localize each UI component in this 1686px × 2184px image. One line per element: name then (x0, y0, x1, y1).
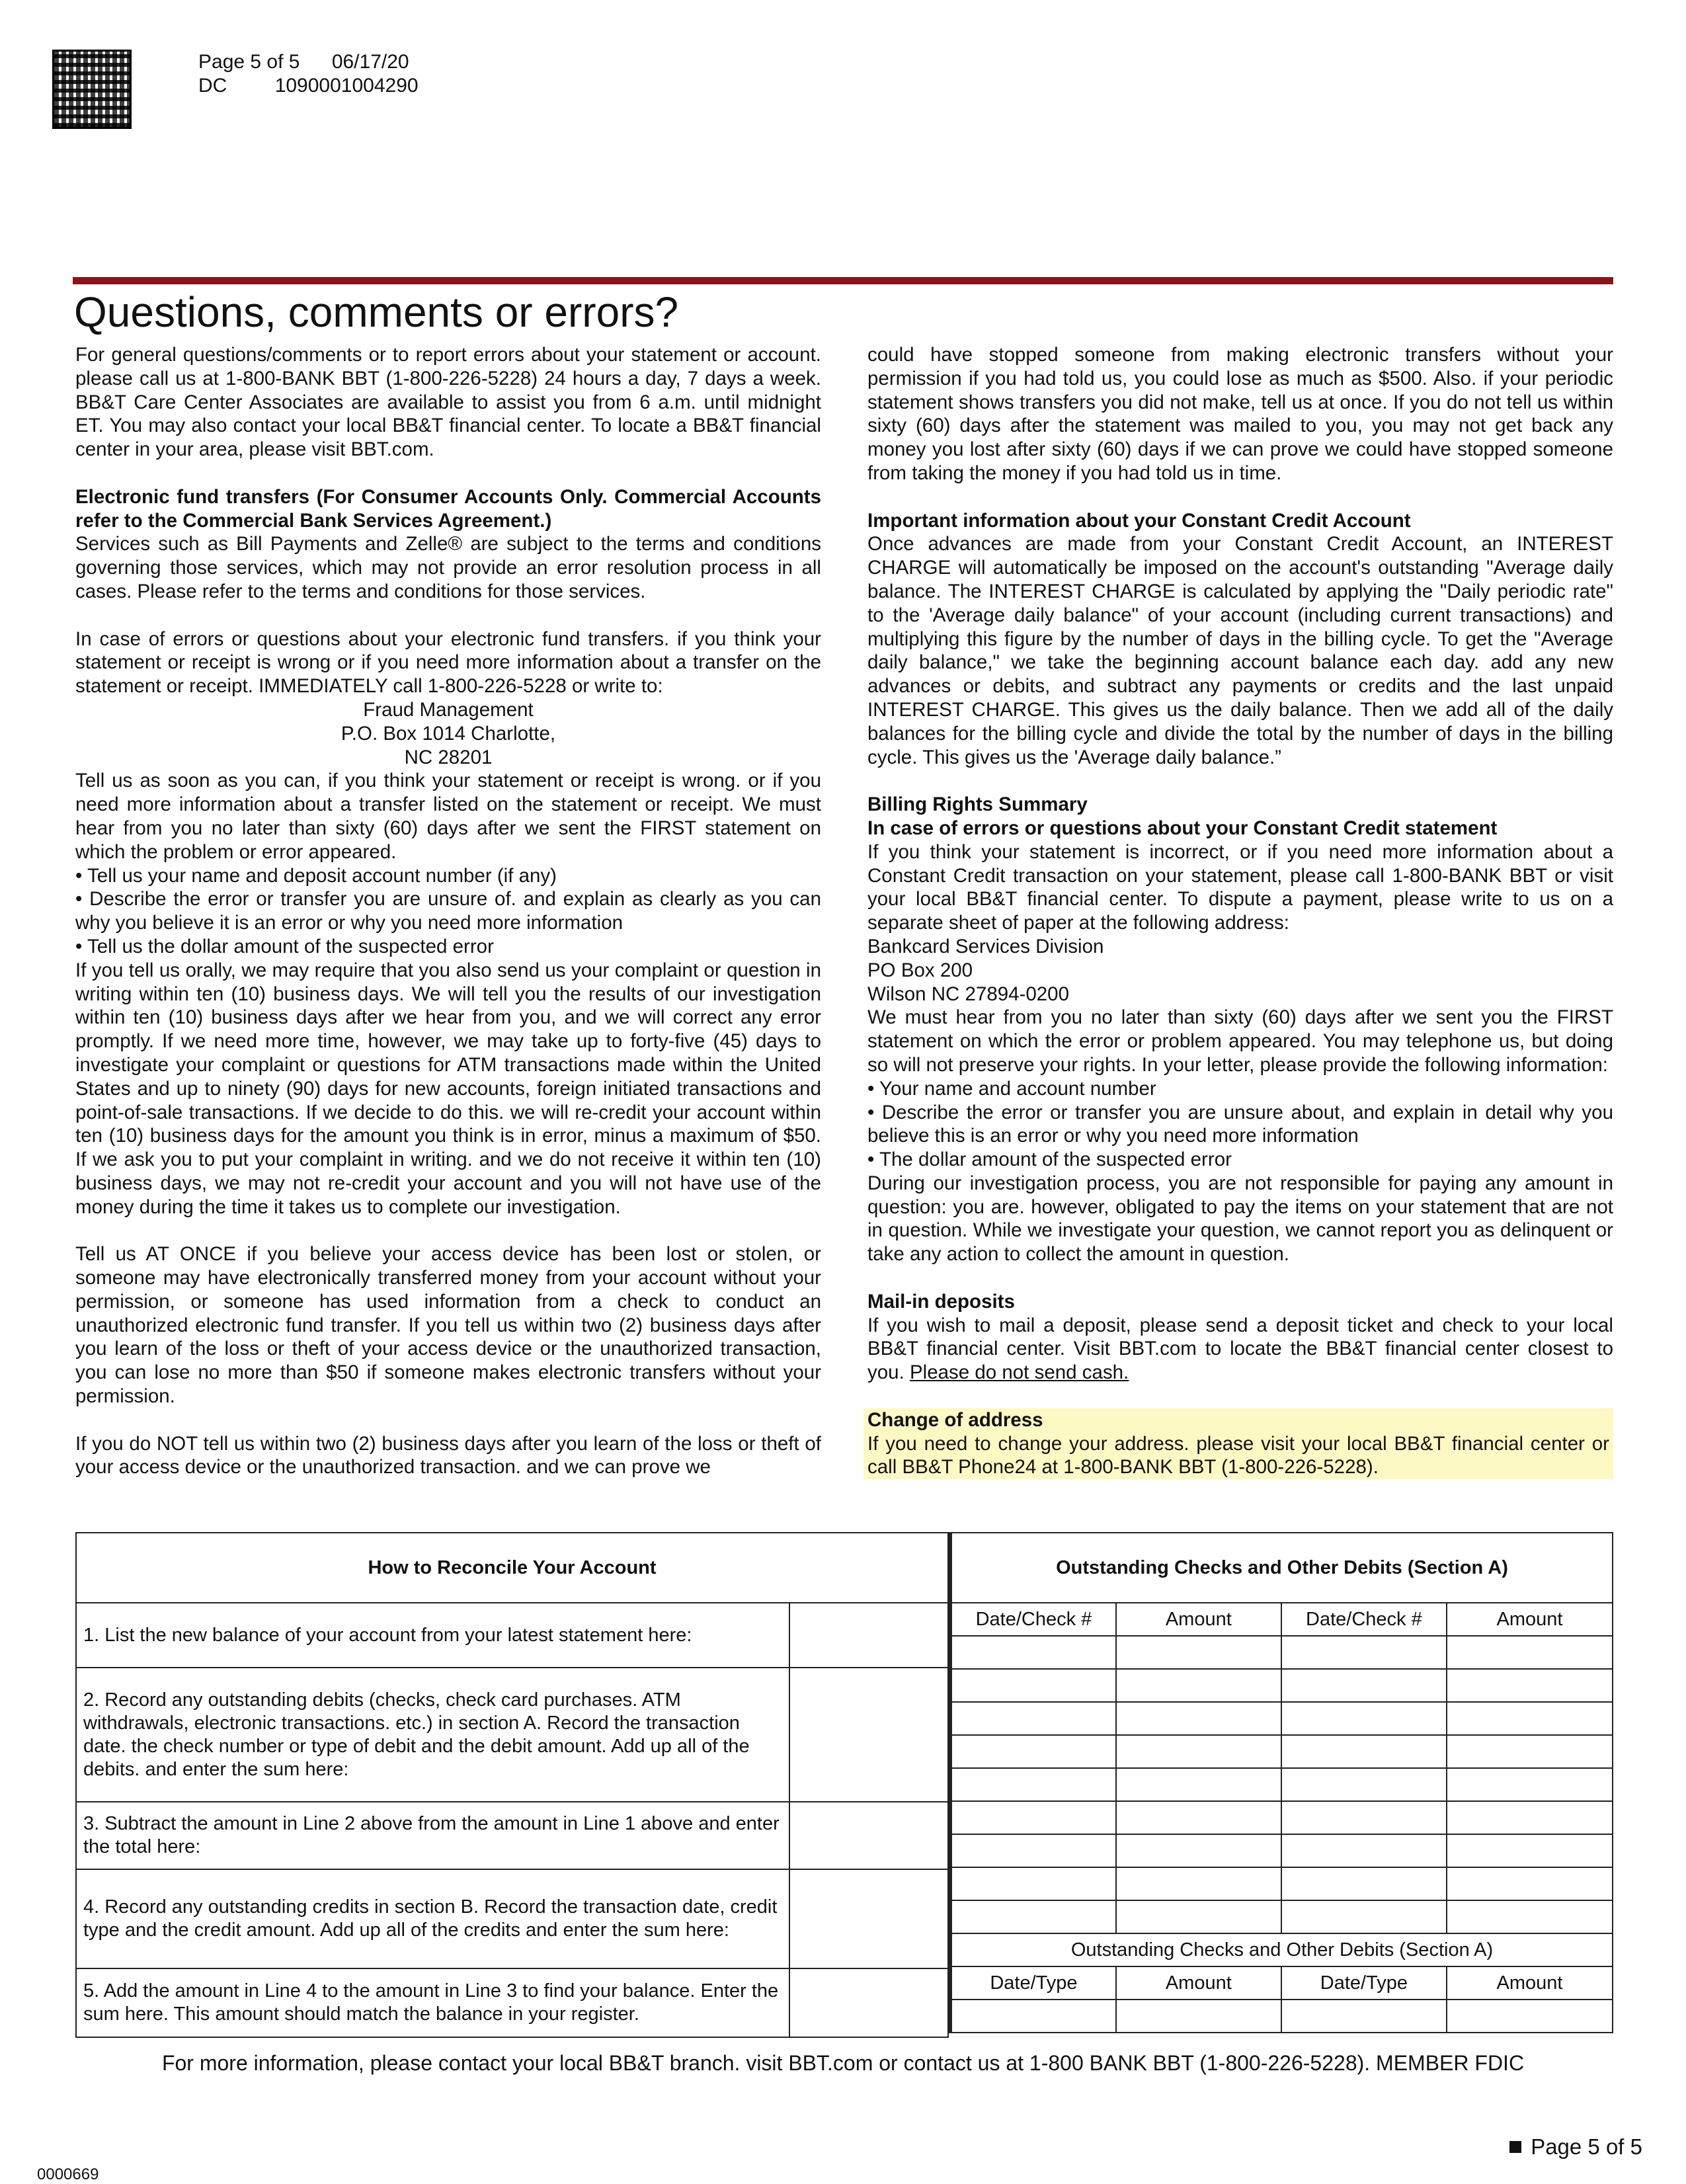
square-bullet-icon (1509, 2141, 1521, 2153)
stopped-someone-text: could have stopped someone from making electronic transfers without your permission if you had told us, you could lose as much as $500. Also. if your periodic statement shows transfers you did not make, tell us at once. If you do not tell us within sixty (60) days after the statement was mailed to you, you may not get back any money you lost after sixty (60) days if we can prove we could have stopped someone from taking the money if you had told us in time. (867, 344, 1613, 484)
lost-device-text: Tell us AT ONCE if you believe your access device has been lost or stolen, or someone may have electronically transferred money from your account without your permission, or someone has used information from a check to conduct an unauthorized electronic fund transfer. If you tell us within two (2) business days after you learn of the loss or theft of your access device or the unauthorized transaction, you can lose no more than $50 if someone makes electronic transfers without your permission. (75, 1243, 821, 1408)
step-1-entry[interactable] (789, 1603, 948, 1668)
constant-credit-text: Once advances are made from your Constant Credit Account, an INTEREST CHARGE will automatically be imposed on the account's outstanding "Average daily balance. The INTEREST CHARGE is calculated by applying the "Daily periodic rate" to the 'Average daily balance" of your account (including current transactions) and multiplying this figure by the number of days in the billing cycle. To get the "Average daily balance," we take the beginning account balance each day. add any new advances or debits, and subtract any payments or credits and the last unpaid INTEREST CHARGE. This gives us the daily balance. Then we add all of the daily balances for the billing cycle and divide the total by the number of days in the billing cycle. This gives us the 'Average daily balance.” (867, 533, 1613, 768)
section-b-columns (951, 1966, 1613, 2000)
page-title: Questions, comments or errors? (74, 288, 679, 336)
table-row[interactable] (951, 1735, 1613, 1768)
header-number: 1090001004290 (274, 75, 419, 97)
header-line-1 (198, 50, 409, 74)
table-row[interactable] (951, 1669, 1613, 1702)
reconcile-step-1: 1. List the new balance of your account from your latest statement here: (76, 1603, 789, 1668)
reconcile-step-2: 2. Record any outstanding debits (checks, check card purchases. ATM withdrawals, electronic transactions. etc.) in section A. Record the transaction date. the check number or type of debit and the debit amount. Add up all of the debits. and enter the sum here: (76, 1668, 789, 1802)
col-amount-3: Amount (1116, 1966, 1281, 2000)
right-column (867, 343, 1613, 1479)
table-row[interactable] (951, 1867, 1613, 1900)
table-row[interactable] (951, 1702, 1613, 1735)
header-code: DC (198, 75, 227, 97)
eft-heading: Electronic fund transfers (For Consumer Accounts Only. Commercial Accounts refer to the Commercial Bank Services Agreement.) (75, 485, 821, 532)
reconcile-header: How to Reconcile Your Account (76, 1533, 948, 1603)
footer-text: For more information, please contact your local BB&T branch. visit BBT.com or contact us at 1-800 BANK BBT (1-800-226-5228). MEMBER FDIC (161, 2051, 1525, 2075)
change-of-address-text: If you need to change your address. please visit your local BB&T financial center or call BB&T Phone24 at 1-800-BANK BBT (1-800-226-5228). (867, 1432, 1609, 1478)
tell-us-text: Tell us as soon as you can, if you think your statement or receipt is wrong. or if you need more information about a transfer listed on the statement or receipt. We must hear from you no later than sixty (60) days after we sent the FIRST statement on which the problem or error appeared. (75, 770, 821, 863)
page-indicator (1509, 2134, 1642, 2160)
table-row[interactable] (951, 1768, 1613, 1801)
constant-credit-heading: Important information about your Constant Credit Account (867, 509, 1411, 532)
col-amount-2: Amount (1447, 1603, 1613, 1636)
reconcile-step-5: 5. Add the amount in Line 4 to the amount in Line 3 to find your balance. Enter the sum here. This amount should match the balance in your register. (76, 1968, 789, 2037)
col-date-check-2: Date/Check # (1281, 1603, 1447, 1636)
table-row[interactable] (951, 2000, 1613, 2033)
section-b-label: Outstanding Checks and Other Debits (Section A) (951, 1933, 1613, 1966)
table-row[interactable] (951, 1900, 1613, 1933)
outstanding-header: Outstanding Checks and Other Debits (Section A) (951, 1533, 1613, 1603)
section-a-columns (951, 1603, 1613, 1636)
outstanding-debits-table (949, 1532, 1613, 2033)
no-cash-notice: Please do not send cash. (909, 1361, 1129, 1384)
step-4-entry[interactable] (789, 1869, 948, 1968)
step-2-entry[interactable] (789, 1668, 948, 1802)
eft-errors-text: In case of errors or questions about your electronic fund transfers. if you think your statement or receipt is wrong or if you need more information about a transfer on the statement or receipt. IMMEDIATELY call 1-800-226-5228 or write to: (75, 627, 821, 698)
header-line-2 (198, 74, 419, 98)
billing-rights-text: If you think your statement is incorrect, or if you need more information about a Constant Credit transaction on your statement, please call 1-800-BANK BBT or visit your local BB&T financial center. To dispute a payment, please write to us on a separate sheet of paper at the following address: (867, 840, 1613, 934)
general-questions-text: For general questions/comments or to report errors about your statement or account. please call us at 1-800-BANK BBT (1-800-226-5228) 24 hours a day, 7 days a week. BB&T Care Center Associates are available to assist you from 6 a.m. until midnight ET. You may also contact your local BB&T financial center. To locate a BB&T financial center in your area, please visit BBT.com. (75, 344, 821, 461)
col-date-type-2: Date/Type (1281, 1966, 1447, 2000)
step-3-entry[interactable] (789, 1802, 948, 1869)
change-of-address-box (863, 1408, 1613, 1479)
table-row[interactable] (951, 1834, 1613, 1867)
change-of-address-heading: Change of address (867, 1408, 1043, 1431)
bullet-name: • Tell us your name and deposit account number (if any) (75, 864, 557, 887)
billing-rights-heading: Billing Rights Summary (867, 793, 1088, 816)
bullet-account: • Your name and account number (867, 1077, 1156, 1100)
table-row[interactable] (951, 1801, 1613, 1834)
accent-rule (73, 277, 1613, 284)
not-tell-text: If you do NOT tell us within two (2) business days after you learn of the loss or theft of your access device or the unauthorized transaction. and we can prove we (75, 1432, 821, 1478)
mail-in-text: If you wish to mail a deposit, please send a deposit ticket and check to your local BB&T financial center. Visit BBT.com to locate the BB&T financial center closest to you. Please do not send cash. (867, 1314, 1613, 1384)
fraud-address-line-1: Fraud Management (363, 698, 534, 721)
oral-complaint-text: If you tell us orally, we may require that you also send us your complaint or question in writing within ten (10) business days. We will tell you the results of our investigation within ten (10) business days after we hear from you, and we will correct any error promptly. If we need more time, however, we may take up to forty-five (45) days to investigate your complaint or questions for ATM transactions made within the United States and up to ninety (90) days for new accounts, foreign initiated transactions and point-of-sale transactions. If we decide to do this. we will re-credit your account within ten (10) business days for the amount you think is in error, minus a maximum of $50. If we ask you to put your complaint in writing. and we do not receive it within ten (10) business days, we may not re-credit your account and you will not have use of the money during the time it takes us to complete our investigation. (75, 959, 821, 1218)
document-number: 0000669 (37, 2165, 99, 2183)
col-date-check-1: Date/Check # (951, 1603, 1116, 1636)
col-date-type-1: Date/Type (951, 1966, 1116, 2000)
bullet-amount: • Tell us the dollar amount of the suspected error (75, 935, 494, 957)
header-page: Page 5 of 5 (198, 51, 300, 73)
mail-in-heading: Mail-in deposits (867, 1290, 1015, 1313)
bullet-describe: • Describe the error or transfer you are unsure of. and explain as clearly as you can why you believe it is an error or why you need more information (75, 888, 821, 934)
bullet-describe-error: • Describe the error or transfer you are unsure about, and explain in detail why you believe this is an error or why you need more information (867, 1101, 1613, 1147)
bankcard-address-line-1: Bankcard Services Division (867, 935, 1104, 957)
left-column (75, 343, 821, 1479)
page-indicator-text: Page 5 of 5 (1531, 2134, 1642, 2159)
billing-rights-subheading: In case of errors or questions about your Constant Credit statement (867, 817, 1498, 839)
header-date: 06/17/20 (331, 51, 409, 73)
table-row[interactable] (951, 1636, 1613, 1669)
col-amount-1: Amount (1116, 1603, 1281, 1636)
col-amount-4: Amount (1447, 1966, 1613, 2000)
reconcile-step-3: 3. Subtract the amount in Line 2 above from the amount in Line 1 above and enter the total here: (76, 1802, 789, 1869)
bankcard-address-line-2: PO Box 200 (867, 959, 973, 981)
reconcile-table (75, 1532, 949, 2038)
bullet-dollar-amount: • The dollar amount of the suspected error (867, 1149, 1232, 1171)
step-5-entry[interactable] (789, 1968, 948, 2037)
investigation-text: During our investigation process, you are not responsible for paying any amount in question: you are. however, obligated to pay the items on your statement that are not in question. While we investigate your question, we cannot report you as delinquent or take any action to collect the amount in question. (867, 1172, 1613, 1266)
qr-code (54, 52, 130, 127)
fraud-address-line-3: NC 28201 (404, 746, 493, 768)
fraud-address-line-2: P.O. Box 1014 Charlotte, (341, 722, 556, 745)
eft-services-text: Services such as Bill Payments and Zelle® are subject to the terms and conditions governing those services, which may not provide an error resolution process in all cases. Please refer to the terms and conditions for those services. (75, 533, 821, 602)
reconcile-step-4: 4. Record any outstanding credits in section B. Record the transaction date, credit type and the credit amount. Add up all of the credits and enter the sum here: (76, 1869, 789, 1968)
bankcard-address-line-3: Wilson NC 27894-0200 (867, 983, 1069, 1005)
hear-from-you-text: We must hear from you no later than sixty (60) days after we sent you the FIRST statement on which the error or problem appeared. You may telephone us, but doing so will not preserve your rights. In your letter, please provide the following information: (867, 1006, 1613, 1076)
